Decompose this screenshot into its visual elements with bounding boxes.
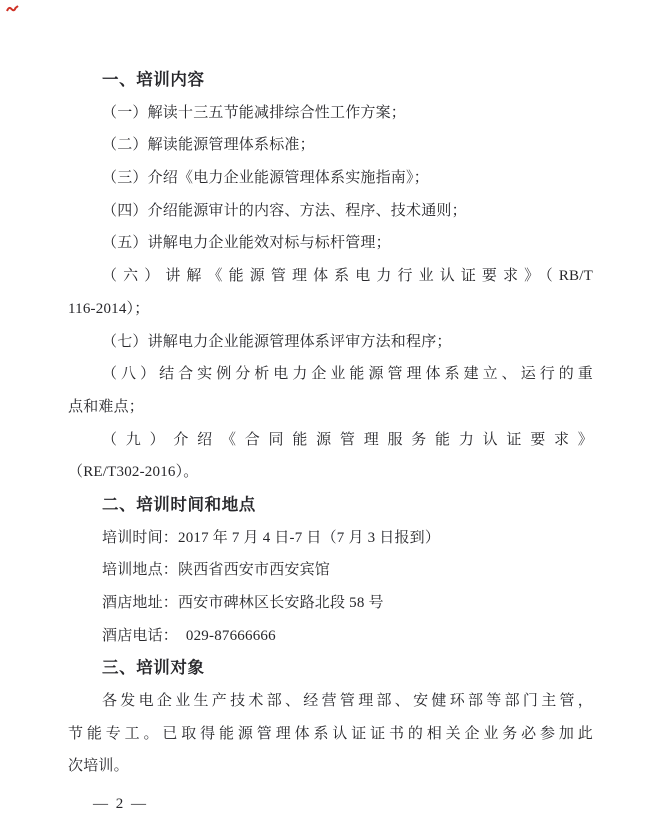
trainees-line-2: 节能专工。已取得能源管理体系认证证书的相关企业务必参加此 bbox=[68, 725, 593, 742]
training-content-item-8-line-2: 点和难点； bbox=[68, 398, 145, 415]
red-corner-mark bbox=[6, 4, 19, 14]
training-content-item-2: （二）解读能源管理体系标准； bbox=[102, 137, 315, 154]
document-body bbox=[68, 64, 593, 783]
training-content-item-6-line-2: 116-2014）； bbox=[68, 300, 150, 317]
section-heading-trainees: 三、培训对象 bbox=[102, 659, 205, 678]
training-content-item-9-line-2: （RE/T302-2016）。 bbox=[68, 464, 199, 481]
trainees-line-3: 次培训。 bbox=[68, 758, 129, 775]
training-content-item-8-line-1: （八）结合实例分析电力企业能源管理体系建立、运行的重 bbox=[102, 366, 593, 383]
training-place-line: 培训地点：陕西省西安市西安宾馆 bbox=[102, 562, 331, 579]
training-content-item-4: （四）介绍能源审计的内容、方法、程序、技术通则； bbox=[102, 202, 467, 219]
section-heading-training-content: 一、培训内容 bbox=[102, 71, 205, 89]
training-content-item-6-line-1: （六）讲解《能源管理体系电力行业认证要求》（RB/T bbox=[102, 268, 593, 285]
training-content-item-9-line-1: （九）介绍《合同能源管理服务能力认证要求》 bbox=[102, 431, 593, 448]
hotel-address-line: 酒店地址：西安市碑林区长安路北段 58 号 bbox=[102, 595, 384, 611]
training-time-line: 培训时间：2017 年 7 月 4 日-7 日（7 月 3 日报到） bbox=[102, 529, 441, 546]
page-number: — 2 — bbox=[93, 796, 148, 812]
training-content-item-7: （七）讲解电力企业能源管理体系评审方法和程序； bbox=[102, 333, 452, 350]
training-content-item-1: （一）解读十三五节能减排综合性工作方案； bbox=[102, 104, 407, 121]
trainees-line-1: 各发电企业生产技术部、经营管理部、安健环部等部门主管， bbox=[102, 693, 593, 710]
section-heading-time-place: 二、培训时间和地点 bbox=[102, 495, 256, 514]
hotel-phone-line: 酒店电话： 029-87666666 bbox=[102, 627, 276, 644]
training-content-item-5: （五）讲解电力企业能效对标与标杆管理； bbox=[102, 235, 391, 252]
training-content-item-3: （三）介绍《电力企业能源管理体系实施指南》； bbox=[102, 170, 429, 187]
